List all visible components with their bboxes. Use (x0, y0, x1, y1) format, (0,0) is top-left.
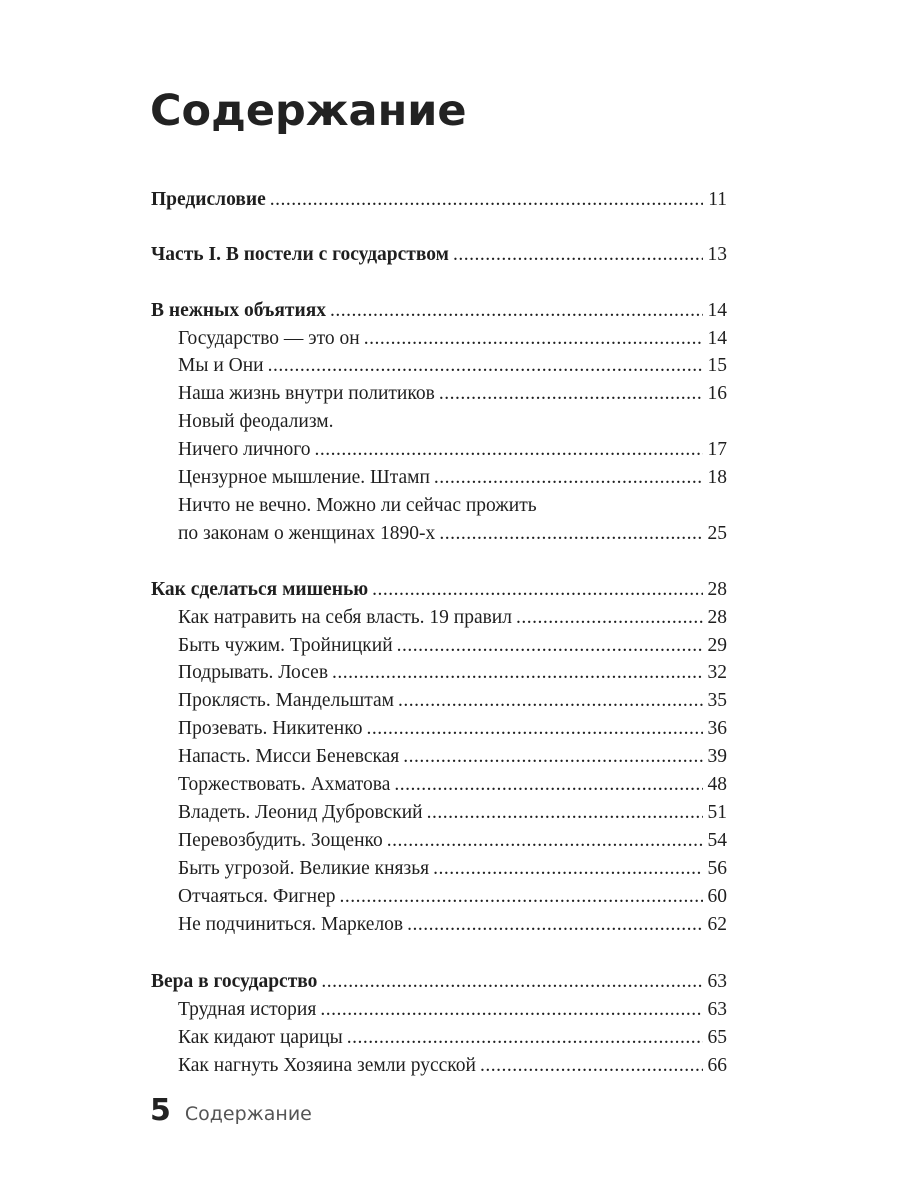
toc-entry-label: Вера в государство (151, 971, 318, 992)
dot-leader (427, 799, 703, 827)
dot-leader (439, 520, 703, 548)
dot-leader (321, 968, 703, 996)
toc-entry[interactable] (178, 380, 727, 408)
toc-section-heading[interactable] (151, 297, 727, 325)
toc-entry-label: Подрывать. Лосев (178, 662, 329, 683)
toc-entry-page: 36 (707, 718, 727, 739)
page-title: Содержание (150, 86, 467, 136)
dot-leader (434, 464, 703, 492)
toc-entry-label: Торжествовать. Ахматова (178, 774, 391, 795)
toc-entry-page: 63 (707, 971, 727, 992)
toc-entry-label: Отчаяться. Фигнер (178, 886, 336, 907)
toc-entry[interactable] (178, 352, 727, 380)
toc-entry-label: Часть I. В постели с государством (151, 244, 449, 265)
toc-entry-page: 32 (707, 662, 727, 683)
toc-entry-label: Трудная история (178, 999, 317, 1020)
toc-entry-preface[interactable] (151, 186, 727, 214)
toc-entry-page: 51 (707, 802, 727, 823)
dot-leader (453, 241, 703, 269)
toc-entry-label-line[interactable]: Ничто не вечно. Можно ли сейчас прожить (178, 495, 537, 516)
toc-entry-label: Владеть. Леонид Дубровский (178, 802, 423, 823)
dot-leader (397, 632, 703, 660)
dot-leader (407, 911, 703, 939)
toc-entry-label: Государство — это он (178, 328, 360, 349)
toc-entry[interactable] (178, 799, 727, 827)
toc-entry[interactable] (178, 715, 727, 743)
toc-entry-label: Цензурное мышление. Штамп (178, 467, 430, 488)
toc-entry[interactable] (178, 827, 727, 855)
toc-entry-page: 39 (707, 746, 727, 767)
toc-entry-page: 17 (707, 439, 727, 460)
dot-leader (364, 325, 703, 353)
toc-entry-page: 11 (708, 189, 727, 210)
dot-leader (439, 380, 703, 408)
running-title: Содержание (184, 1103, 312, 1125)
toc-entry-page: 48 (707, 774, 727, 795)
toc-entry[interactable] (178, 1024, 727, 1052)
toc-entry[interactable] (178, 1052, 727, 1080)
dot-leader (332, 659, 703, 687)
toc-entry[interactable] (178, 604, 727, 632)
toc-entry-label: Наша жизнь внутри политиков (178, 383, 435, 404)
toc-entry-label: Прозевать. Никитенко (178, 718, 363, 739)
toc-entry-page: 18 (707, 467, 727, 488)
toc-entry-label: Как сделаться мишенью (151, 579, 369, 600)
toc-entry-label: по законам о женщинах 1890-х (178, 523, 436, 544)
toc-entry-label: В нежных объятиях (151, 300, 327, 321)
toc-entry[interactable] (178, 996, 727, 1024)
page-number: 5 (150, 1093, 171, 1128)
toc-entry[interactable] (178, 743, 727, 771)
toc-entry-page: 14 (707, 300, 727, 321)
toc-entry-label: Мы и Они (178, 355, 264, 376)
toc-entry[interactable] (178, 520, 727, 548)
dot-leader (340, 883, 703, 911)
toc-entry[interactable] (178, 771, 727, 799)
toc-entry[interactable] (178, 883, 727, 911)
toc-section-heading[interactable] (151, 576, 727, 604)
toc-entry-label: Быть угрозой. Великие князья (178, 858, 430, 879)
page-footer (150, 1093, 312, 1128)
toc-entry-label: Проклясть. Мандельштам (178, 690, 394, 711)
toc-entry[interactable] (178, 659, 727, 687)
toc-entry-label: Перевозбудить. Зощенко (178, 830, 383, 851)
dot-leader (270, 186, 703, 214)
dot-leader (433, 855, 703, 883)
dot-leader (516, 604, 703, 632)
toc-entry-page: 13 (707, 244, 727, 265)
toc-entry[interactable] (178, 436, 727, 464)
toc-entry-label: Как натравить на себя власть. 19 правил (178, 607, 512, 628)
dot-leader (403, 743, 703, 771)
toc-entry-page: 28 (707, 579, 727, 600)
toc-entry[interactable] (178, 632, 727, 660)
toc-entry-page: 25 (707, 523, 727, 544)
toc-entry[interactable] (178, 855, 727, 883)
toc-entry-page: 28 (707, 607, 727, 628)
dot-leader (394, 771, 703, 799)
toc-entry[interactable] (178, 911, 727, 939)
toc-entry-label-line[interactable]: Новый феодализм. (178, 411, 334, 432)
toc-entry[interactable] (178, 325, 727, 353)
dot-leader (268, 352, 703, 380)
toc-entry-label: Ничего личного (178, 439, 311, 460)
dot-leader (347, 1024, 703, 1052)
toc-entry-page: 15 (707, 355, 727, 376)
toc-entry-page: 35 (707, 690, 727, 711)
toc-section-heading[interactable] (151, 968, 727, 996)
dot-leader (366, 715, 703, 743)
toc-entry-part-1[interactable] (151, 241, 727, 269)
dot-leader (320, 996, 703, 1024)
toc-entry-label: Как кидают царицы (178, 1027, 343, 1048)
dot-leader (372, 576, 703, 604)
toc-entry-page: 63 (707, 999, 727, 1020)
toc-entry-page: 62 (707, 914, 727, 935)
dot-leader (315, 436, 703, 464)
toc-entry-page: 29 (707, 635, 727, 656)
toc-entry-page: 56 (707, 858, 727, 879)
toc-entry-label: Как нагнуть Хозяина земли русской (178, 1055, 476, 1076)
toc-entry-page: 65 (707, 1027, 727, 1048)
toc-entry-label: Не подчиниться. Маркелов (178, 914, 404, 935)
toc-entry[interactable] (178, 464, 727, 492)
toc-entry-label: Напасть. Мисси Беневская (178, 746, 400, 767)
dot-leader (387, 827, 703, 855)
toc-entry-page: 54 (707, 830, 727, 851)
toc-entry-page: 14 (707, 328, 727, 349)
dot-leader (330, 297, 703, 325)
toc-entry-page: 66 (707, 1055, 727, 1076)
toc-entry-label: Быть чужим. Тройницкий (178, 635, 393, 656)
toc-entry-page: 16 (707, 383, 727, 404)
toc-entry-label: Предисловие (151, 189, 266, 210)
toc-entry[interactable] (178, 687, 727, 715)
dot-leader (398, 687, 703, 715)
dot-leader (480, 1052, 703, 1080)
toc-entry-page: 60 (707, 886, 727, 907)
